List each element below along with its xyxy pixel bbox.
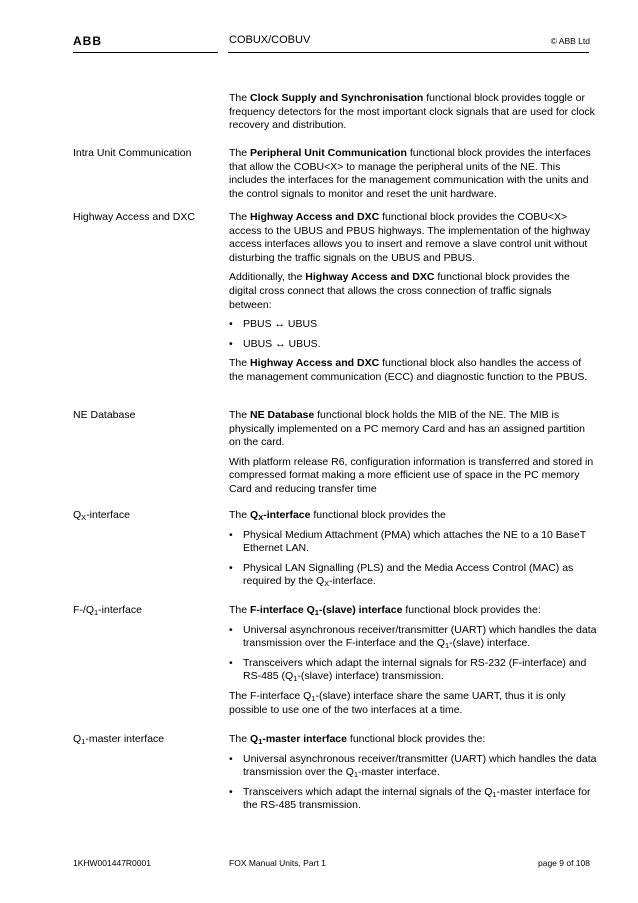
peripheral-section bbox=[229, 147, 597, 207]
highway-section bbox=[229, 211, 597, 391]
peripheral-paragraph: The Peripheral Unit Communication functional block provides the interfaces that allow the COBU<X> to manage the peripheral units of the NE. This includes the interfaces for the management communication with the units and the control signals to monitor and reset the unit hardware. bbox=[229, 147, 591, 200]
f-q1-interface-section bbox=[229, 604, 597, 723]
highway-bullet: • PBUS ↔ UBUS bbox=[229, 318, 597, 332]
nedb-paragraph-1: The NE Database functional block holds the MIB of the NE. The MIB is physically implemented on a PC memory Card and has an assigned partition on the card. bbox=[229, 409, 586, 449]
highway-paragraph-1: The Highway Access and DXC functional block provides the COBU<X> access to the UBUS and PBUS highways. The implementation of the highway access interfaces allows you to insert and remove a slave control unit without disturbing the traffic signals on the UBUS and PBUS. bbox=[229, 211, 591, 264]
fq1-bullet: • Transceivers which adapt the internal signals for RS-232 (F-interface) and RS-485 ($Q_1-(slave)$ interface) transmission. bbox=[229, 657, 597, 684]
ne-database-section bbox=[229, 409, 597, 503]
label-qx-interface: $Q_X$-interface bbox=[73, 509, 130, 522]
q1m-bullet-list bbox=[229, 753, 597, 813]
q1-master-section bbox=[229, 733, 597, 819]
footer-page-number: page 9 of 108 bbox=[538, 858, 590, 868]
document-title: COBUX/COBUV bbox=[229, 34, 311, 46]
label-ne-database: NE Database bbox=[73, 409, 136, 421]
fq1-bullet: • Universal asynchronous receiver/transmitter (UART) which handles the data transmission over the F-interface and the $Q_1-(slave)$ interface. bbox=[229, 624, 597, 651]
qx-bullet: • Physical LAN Signalling (PLS) and the Media Access Control (MAC) as required by the $Q_X$-interface. bbox=[229, 562, 597, 589]
highway-bullet: • UBUS ↔ UBUS. bbox=[229, 338, 597, 352]
highway-paragraph-3: The Highway Access and DXC functional block also handles the access of the management communication (ECC) and diagnostic function to the PBUS. bbox=[229, 357, 588, 383]
highway-bullet-list bbox=[229, 318, 597, 351]
header-rule-right bbox=[228, 52, 589, 53]
footer-document-number: 1KHW001447R0001 bbox=[73, 858, 151, 868]
abb-logo: ABB bbox=[73, 34, 102, 48]
q1m-paragraph: The $Q_1$-master interface functional block provides the: bbox=[229, 733, 486, 746]
qx-bullet-list bbox=[229, 529, 597, 589]
label-q1-master-interface: $Q_1$-master interface bbox=[73, 733, 165, 746]
fq1-bullet-list bbox=[229, 624, 597, 684]
highway-paragraph-2: Additionally, the Highway Access and DXC functional block provides the digital cross connect that allows the cross connection of traffic signals between: bbox=[229, 271, 570, 311]
clock-paragraph: The Clock Supply and Synchronisation functional block provides toggle or frequency detectors for the most important clock signals that are used for clock recovery and distribution. bbox=[229, 92, 595, 132]
label-highway-access: Highway Access and DXC bbox=[73, 211, 195, 223]
clock-supply-section bbox=[229, 92, 597, 139]
nedb-paragraph-2: With platform release R6, configuration information is transferred and stored in compressed format making a more efficient use of space in the PC memory Card and reducing transfer time bbox=[229, 455, 594, 495]
footer-manual-title: FOX Manual Units, Part 1 bbox=[229, 858, 326, 868]
q1m-bullet: • Transceivers which adapt the internal signals of the $Q_1$-master interface for the RS-485 transmission. bbox=[229, 786, 597, 813]
qx-bullet: • Physical Medium Attachment (PMA) which attaches the NE to a 10 BaseT Ethernet LAN. bbox=[229, 529, 597, 556]
fq1-note-paragraph: The F-interface $Q_1-(slave)$ interface share the same UART, thus it is only possible to use one of the two interfaces at a time. bbox=[229, 689, 566, 716]
qx-paragraph: The $Q_X$-interface functional block provides the bbox=[229, 509, 446, 522]
header-rule-left bbox=[73, 52, 218, 53]
label-f-q1-interface: $F-/Q_1$-interface bbox=[73, 604, 142, 617]
copyright: © ABB Ltd bbox=[550, 36, 590, 46]
qx-interface-section bbox=[229, 509, 597, 595]
label-intra-unit-communication: Intra Unit Communication bbox=[73, 147, 192, 159]
fq1-paragraph: The F-interface $Q_1-(slave)$ interface functional block provides the: bbox=[229, 604, 541, 617]
q1m-bullet: • Universal asynchronous receiver/transmitter (UART) which handles the data transmission over the $Q_1$-master interface. bbox=[229, 753, 597, 780]
